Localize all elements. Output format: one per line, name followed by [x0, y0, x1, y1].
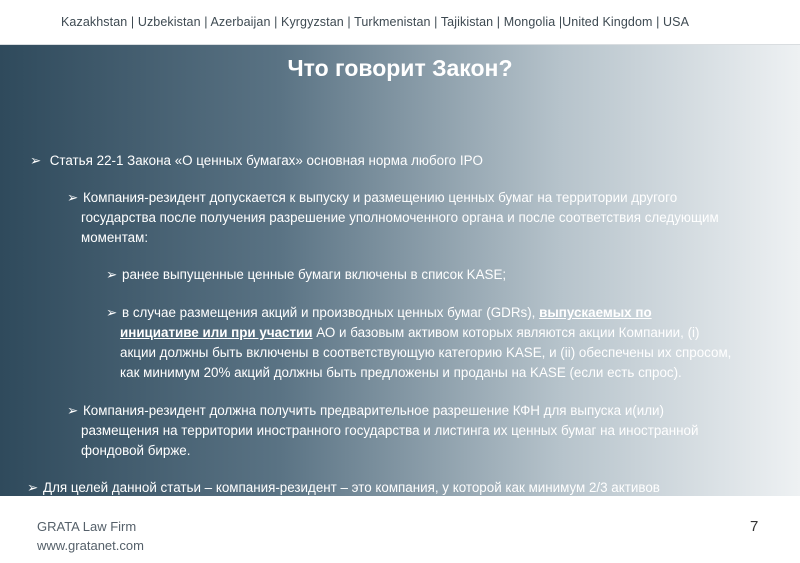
- bullet-text: ранее выпущенные ценные бумаги включены в список KASE;: [122, 267, 507, 282]
- bullet-continuation: государства после получения разрешение уполномоченного органа и после соответствия следующим: [81, 210, 719, 225]
- bullet-continuation: размещения на территории иностранного государства и листинга их ценных бумаг на иностранной: [81, 423, 699, 438]
- website-link[interactable]: www.gratanet.com: [37, 538, 144, 553]
- bullet-text: АО и базовым активом которых являются акции Компании, (i): [312, 325, 700, 340]
- bullet-level-1: [27, 478, 660, 496]
- bullet-level-2: [67, 188, 677, 208]
- country-list: Kazakhstan | Uzbekistan | Azerbaijan | Kyrgyzstan | Turkmenistan | Tajikistan | Mongolia |United Kingdom | USA: [61, 15, 690, 29]
- bullet-continuation: моментам:: [81, 230, 149, 245]
- bullet-continuation: как минимум 20% акций должны быть предложены и проданы на KASE (если есть спрос).: [120, 365, 682, 380]
- bullet-level-3: [106, 303, 652, 323]
- emphasized-text: выпускаемых по: [539, 305, 652, 320]
- bullet-continuation: акции должны быть включены в соответствующую категорию KASE, и (ii) обеспечены их спросом,: [120, 345, 732, 360]
- arrow-bullet-icon: ➢: [67, 403, 79, 418]
- footer: [0, 496, 800, 563]
- arrow-bullet-icon: ➢: [67, 190, 79, 205]
- bullet-continuation: фондовой бирже.: [81, 443, 191, 458]
- slide-body: [0, 45, 800, 496]
- bullet-text: Компания-резидент должна получить предварительное разрешение КФН для выпуска и(или): [83, 403, 664, 418]
- emphasized-text: инициативе или при участии: [120, 325, 313, 340]
- bullet-level-3: [106, 265, 506, 285]
- bullet-level-1: [30, 151, 483, 171]
- bullet-text: Статья 22-1 Закона «О ценных бумагах» основная норма любого IPO: [49, 153, 483, 168]
- bullet-text: Компания-резидент допускается к выпуску и размещению ценных бумаг на территории другого: [83, 190, 678, 205]
- arrow-bullet-icon: ➢: [30, 153, 42, 168]
- bullet-continuation: [120, 323, 700, 343]
- page-number: 7: [750, 518, 759, 535]
- bullet-text: в случае размещения акций и производных ценных бумаг (GDRs),: [122, 305, 540, 320]
- slide-title: Что говорит Закон?: [287, 55, 513, 81]
- top-bar: [0, 0, 800, 45]
- arrow-bullet-icon: ➢: [106, 305, 118, 320]
- firm-name: GRATA Law Firm: [37, 519, 137, 534]
- bullet-text: Для целей данной статьи – компания-резидент – это компания, у которой как минимум 2/3 активов: [43, 480, 660, 495]
- bullet-level-2: [67, 401, 664, 421]
- arrow-bullet-icon: ➢: [27, 480, 39, 495]
- arrow-bullet-icon: ➢: [106, 267, 118, 282]
